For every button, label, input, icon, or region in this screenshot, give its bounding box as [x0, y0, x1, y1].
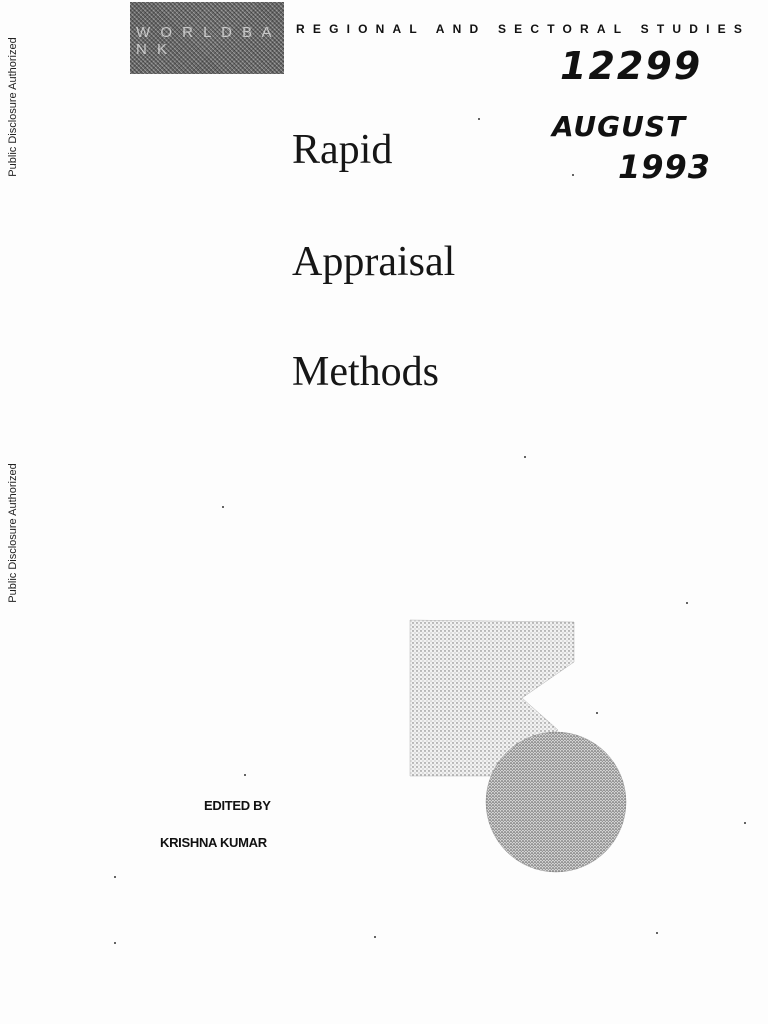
scan-speck — [524, 456, 526, 458]
scan-speck — [744, 822, 746, 824]
disclosure-stamp-top — [6, 22, 20, 192]
disclosure-stamp-bottom — [6, 448, 20, 618]
scan-speck — [572, 174, 574, 176]
scan-speck — [374, 936, 376, 938]
handwritten-report-number: 12299 — [560, 44, 703, 88]
title-line-2: Appraisal — [292, 239, 456, 285]
editor-name: KRISHNA KUMAR — [160, 835, 267, 850]
series-header: REGIONAL AND SECTORAL STUDIES — [296, 22, 751, 36]
scan-speck — [114, 942, 116, 944]
disclosure-stamp-bottom-text: Public Disclosure Authorized — [7, 463, 19, 603]
logo-lettering: W O R L D B A N K — [136, 24, 274, 58]
scan-speck — [596, 712, 598, 714]
cover-graphic — [408, 618, 628, 882]
scan-speck — [222, 506, 224, 508]
edited-by-label: EDITED BY — [204, 798, 271, 813]
handwritten-year: 1993 — [618, 148, 712, 186]
handwritten-month: AUGUST — [552, 110, 687, 143]
title-line-1: Rapid — [292, 127, 393, 173]
graphic-circle-shape — [486, 732, 626, 872]
scan-speck — [244, 774, 246, 776]
scan-speck — [656, 932, 658, 934]
scan-speck — [686, 602, 688, 604]
scan-speck — [478, 118, 480, 120]
scan-speck — [114, 876, 116, 878]
disclosure-stamp-top-text: Public Disclosure Authorized — [7, 37, 19, 177]
title-line-3: Methods — [292, 349, 439, 395]
world-bank-logo — [130, 2, 284, 74]
